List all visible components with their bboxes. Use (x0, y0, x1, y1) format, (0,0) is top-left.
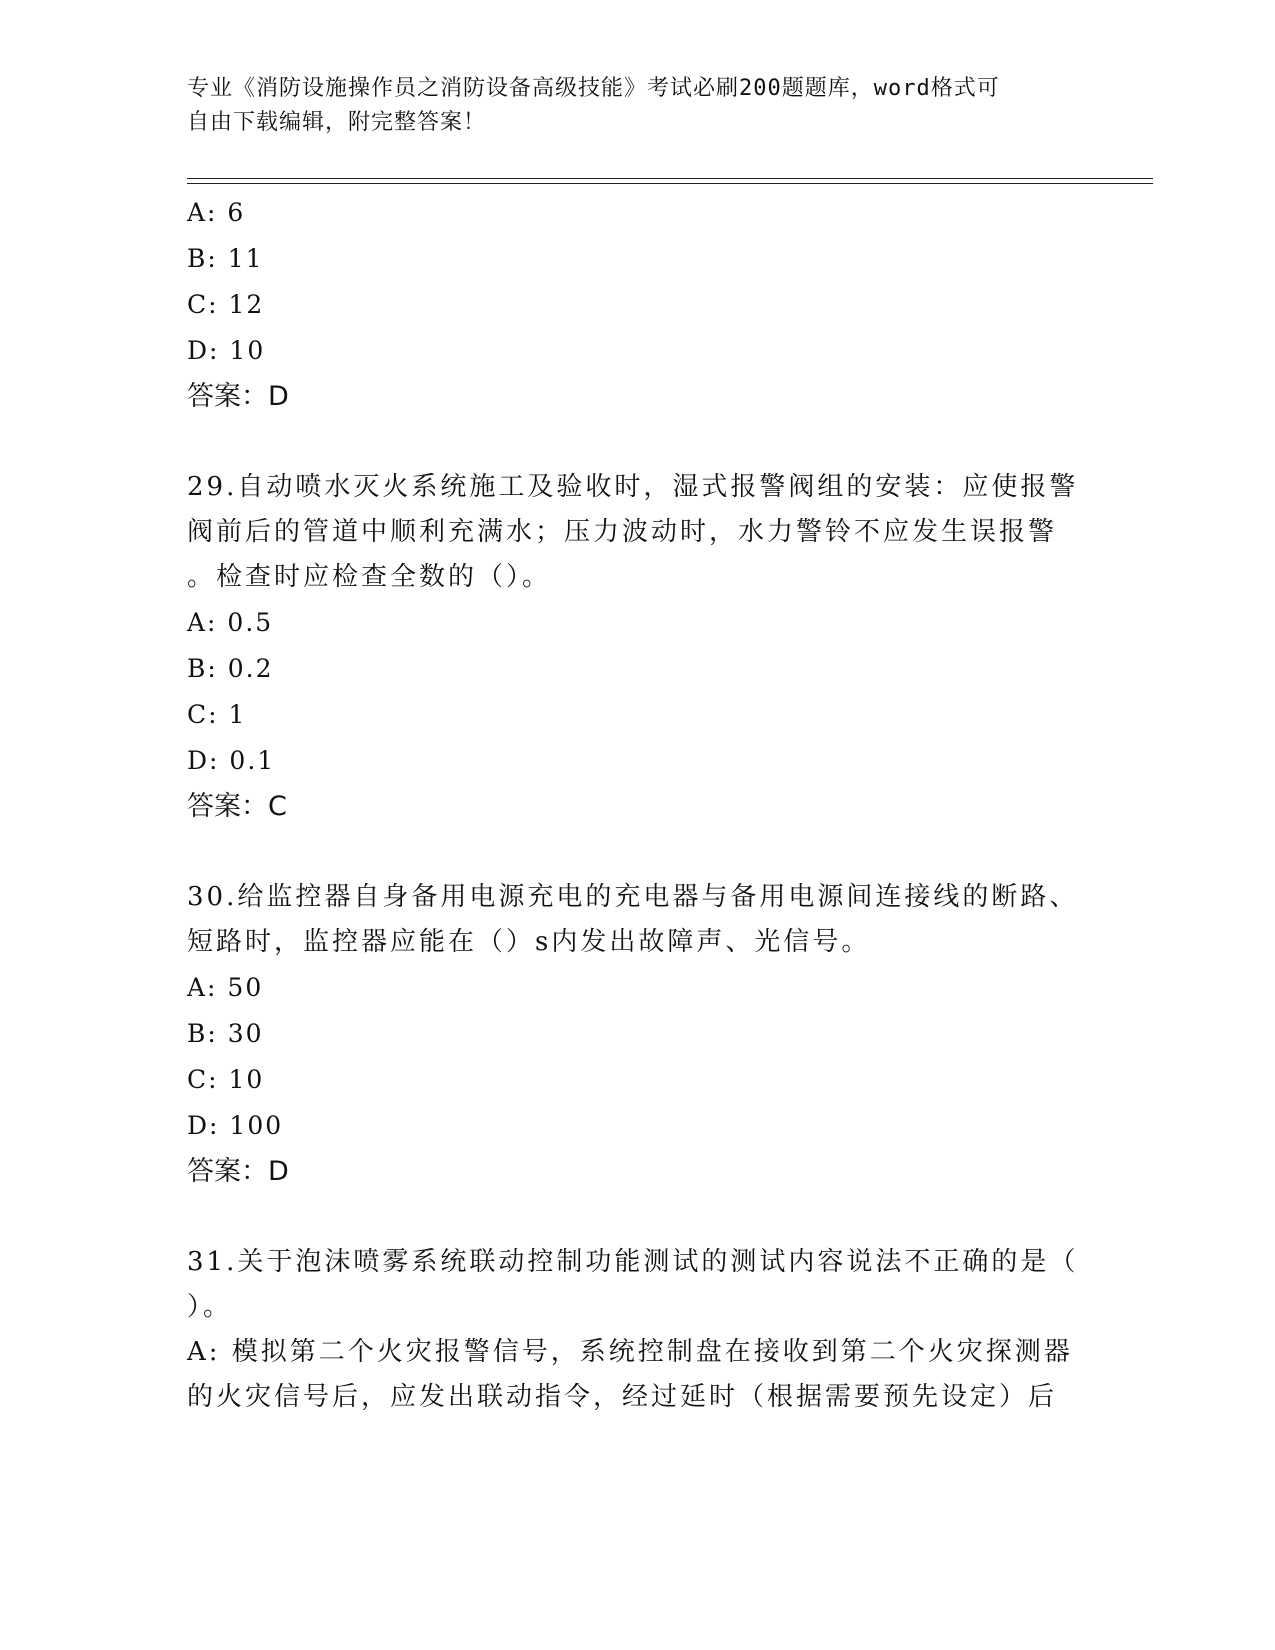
question-text-line: ）。 (187, 1292, 233, 1322)
option-b: B: 11 (187, 244, 264, 273)
header-rule-bottom (187, 183, 1153, 184)
question-content (187, 190, 1087, 1420)
option-b: B: 0.2 (187, 654, 274, 683)
answer: 答案：C (187, 791, 287, 822)
option-a: A: 6 (187, 198, 246, 227)
question-text-line: 。检查时应检查全数的（）。 (187, 562, 552, 592)
question-30 (187, 875, 1087, 1195)
option-d: D: 100 (187, 1111, 284, 1140)
option-c: C: 10 (187, 1065, 265, 1094)
spacer (187, 420, 1087, 465)
option-a: A: 0.5 (187, 608, 274, 637)
option-b: B: 30 (187, 1019, 264, 1048)
spacer (187, 830, 1087, 875)
option-c: C: 1 (187, 700, 247, 729)
question-28 (187, 190, 1087, 420)
question-text-line: 31.关于泡沫喷雾系统联动控制功能测试的测试内容说法不正确的是（ (187, 1247, 1079, 1277)
option-d: D: 10 (187, 336, 266, 365)
answer: 答案：D (187, 381, 289, 412)
option-d: D: 0.1 (187, 746, 276, 775)
option-a: A: 50 (187, 973, 264, 1002)
option-a-line: 的火灾信号后，应发出联动指令，经过延时（根据需要预先设定）后 (187, 1382, 1058, 1412)
question-29 (187, 465, 1087, 830)
question-31 (187, 1240, 1087, 1420)
document-header (187, 72, 1087, 140)
question-text-line: 30.给监控器自身备用电源充电的充电器与备用电源间连接线的断路、 (187, 882, 1079, 912)
question-text-line: 29.自动喷水灭火系统施工及验收时，湿式报警阀组的安装：应使报警 (187, 472, 1079, 502)
question-text-line: 短路时，监控器应能在（）s内发出故障声、光信号。 (187, 927, 871, 957)
option-c: C: 12 (187, 290, 265, 319)
header-line-2: 自由下载编辑，附完整答案！ (187, 110, 487, 135)
header-rule-top (187, 178, 1153, 179)
answer: 答案：D (187, 1156, 289, 1187)
spacer (187, 1195, 1087, 1240)
question-text-line: 阀前后的管道中顺利充满水；压力波动时，水力警铃不应发生误报警 (187, 517, 1058, 547)
header-line-1: 专业《消防设施操作员之消防设备高级技能》考试必刷200题题库，word格式可 (187, 76, 1000, 101)
option-a-line: A: 模拟第二个火灾报警信号，系统控制盘在接收到第二个火灾探测器 (187, 1337, 1073, 1367)
